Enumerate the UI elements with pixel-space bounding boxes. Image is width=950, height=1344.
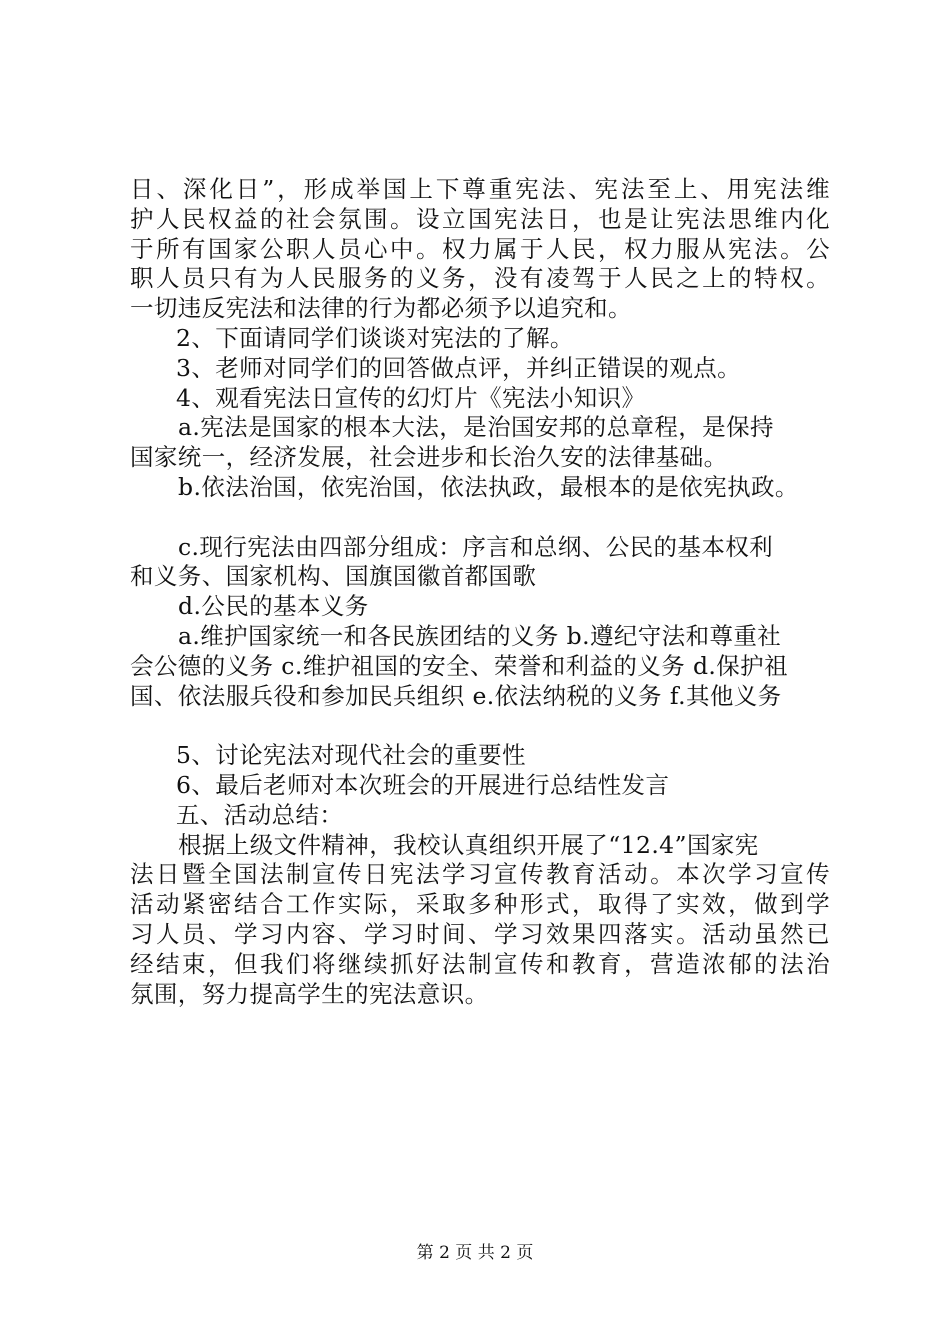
blank-line [130,503,830,533]
paragraph-line: 于所有国家公职人员心中。权力属于人民，权力服从宪法。公 [130,234,830,263]
list-item: 5、讨论宪法对现代社会的重要性 [176,741,526,770]
paragraph-line: 经结束，但我们将继续抓好法制宣传和教育，营造浓郁的法治 [130,949,830,978]
paragraph-line: 活动紧密结合工作实际，采取多种形式，取得了实效，做到学 [130,890,830,919]
list-item: c.现行宪法由四部分组成：序言和总纲、公民的基本权利 [178,532,774,561]
paragraph-line: 国家统一，经济发展，社会进步和长治久安的法律基础。 [130,443,728,472]
paragraph-line: 职人员只有为人民服务的义务，没有凌驾于人民之上的特权。 [130,264,830,293]
list-item: 6、最后老师对本次班会的开展进行总结性发言 [176,770,670,799]
page-number-label: 第 2 页 共 2 页 [416,1243,534,1263]
list-item: a.宪法是国家的根本大法，是治国安邦的总章程，是保持 [178,413,774,442]
blank-line [130,711,830,741]
section-heading: 五、活动总结： [176,800,344,829]
list-item: 4、观看宪法日宣传的幻灯片《宪法小知识》 [176,383,646,412]
paragraph-line: 日、深化日”，形成举国上下尊重宪法、宪法至上、用宪法维 [130,175,830,203]
page-footer [0,1243,950,1263]
paragraph-line: 法日暨全国法制宣传日宪法学习宣传教育活动。本次学习宣传 [130,860,830,889]
paragraph-line: 根据上级文件精神，我校认真组织开展了“12.4”国家宪 [178,830,759,859]
list-item: 2、下面请同学们谈谈对宪法的了解。 [176,323,574,352]
paragraph-line: 护人民权益的社会氛围。设立国宪法日，也是让宪法思维内化 [130,204,830,233]
list-item: a.维护国家统一和各民族团结的义务 b.遵纪守法和尊重社 [178,621,782,650]
list-item: 3、老师对同学们的回答做点评，并纠正错误的观点。 [176,353,742,382]
paragraph-line: 习人员、学习内容、学习时间、学习效果四落实。活动虽然已 [130,919,830,948]
paragraph-line: 氛围，努力提高学生的宪法意识。 [130,979,489,1008]
list-item: d.公民的基本义务 [178,592,369,621]
paragraph-line: 和义务、国家机构、国旗国徽首都国歌 [130,562,537,591]
paragraph-line: 会公德的义务 c.维护祖国的安全、荣誉和利益的义务 d.保护祖 [130,651,788,680]
paragraph-line: 国、依法服兵役和参加民兵组织 e.依法纳税的义务 f.其他义务 [130,681,782,710]
paragraph-line: 一切违反宪法和法律的行为都必须予以追究和。 [130,294,632,323]
list-item: b.依法治国，依宪治国，依法执政，最根本的是依宪执政。 [178,472,799,501]
document-body [130,175,830,1009]
